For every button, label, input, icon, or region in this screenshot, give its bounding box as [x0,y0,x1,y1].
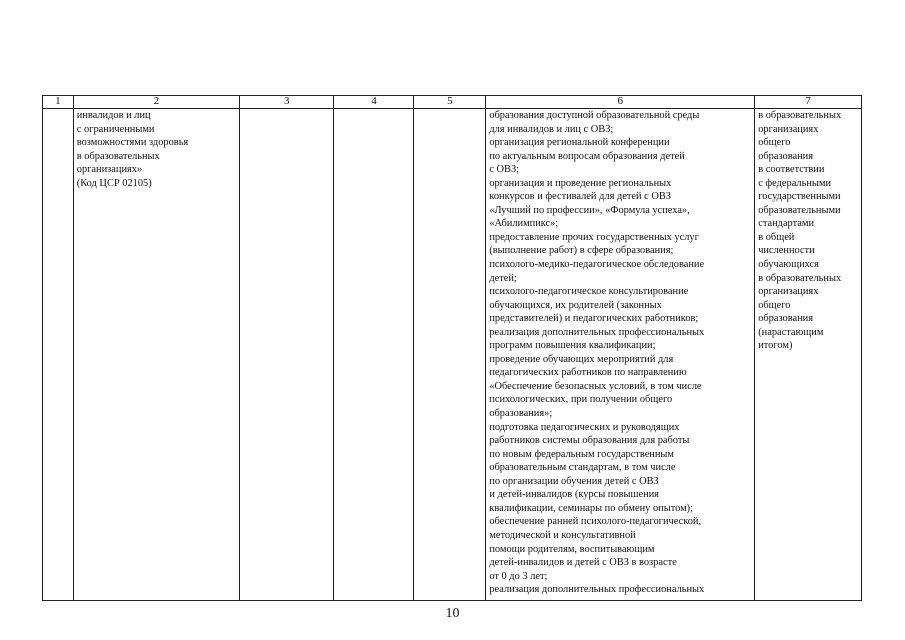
text-line: детей-инвалидов и детей с ОВЗ в возрасте [489,557,677,569]
text-line: реализация дополнительных профессиональных [489,326,705,338]
cell-col-2 [73,109,239,601]
text-line: организациях [758,286,819,298]
cell-col-4 [334,109,414,601]
header-col-3: 3 [240,96,334,109]
text-line: организация региональной конференции [489,137,670,149]
text-line: квалификации, семинары по обмену опытом); [489,502,694,514]
text-line: «Лучший по профессии», «Формула успеха», [489,204,690,216]
text-line: образовательным стандартам, в том числе [489,462,676,474]
text-line: «Абилимпикс»; [489,218,559,230]
table-row [43,109,862,601]
text-line: реализация дополнительных профессиональных [489,584,705,596]
text-line: организация и проведение региональных [489,177,672,189]
col7-text [755,109,861,353]
text-line: (выполнение работ) в сфере образования; [489,245,674,257]
text-line: и детей-инвалидов (курсы повышения [489,489,659,501]
text-line: в образовательных [758,110,842,121]
text-line: детей; [489,272,517,284]
text-line: программ повышения квалификации; [489,340,656,352]
text-line: представителей) и педагогических работников; [489,313,699,325]
header-col-2: 2 [73,96,239,109]
text-line: помощи родителям, воспитывающим [489,543,655,555]
text-line: обучающихся [758,259,819,271]
text-line: в соответствии [758,164,825,176]
text-line: психолого-педагогическое консультирование [489,286,689,298]
text-line: организациях» [76,164,143,176]
text-line: численности [758,245,815,257]
text-line: «Обеспечение безопасных условий, в том числе [489,380,702,392]
text-line: по организации обучения детей с ОВЗ [489,475,659,487]
text-line: по новым федеральным государственным [489,448,674,460]
text-line: педагогических работников по направлению [489,367,687,379]
cell-col-7 [755,109,862,601]
text-line: по актуальным вопросам образования детей [489,150,685,162]
text-line: образования доступной образовательной среды [489,110,700,121]
text-line: образования [758,313,814,325]
text-line: от 0 до 3 лет; [489,570,548,582]
text-line: образовательными [758,204,841,216]
text-line: в образовательных [76,150,160,162]
text-line: обучающихся, их родителей (законных [489,299,662,311]
header-col-5: 5 [414,96,486,109]
text-line: в общей [758,231,795,243]
cell-col-3 [240,109,334,601]
text-line: психолого-медико-педагогическое обследование [489,259,705,271]
text-line: для инвалидов и лиц с ОВЗ; [489,123,614,135]
page-number: 10 [445,606,460,621]
text-line: общего [758,137,791,149]
text-line: конкурсов и фестивалей для детей с ОВЗ [489,191,672,203]
col6-text [486,109,754,597]
text-line: образования [758,150,814,162]
col2-text [74,109,239,190]
text-line: государственными [758,191,841,203]
text-line: работников системы образования для работы [489,435,690,447]
text-line: возможностями здоровья [76,137,189,149]
header-row [43,96,862,109]
cell-col-5 [414,109,486,601]
text-line: проведение обучающих мероприятий для [489,353,674,365]
text-line: предоставление прочих государственных услуг [489,231,699,243]
header-col-4: 4 [334,96,414,109]
text-line: методической и консультативной [489,529,636,541]
cell-col-6 [486,109,755,601]
text-line: стандартами [758,218,815,230]
text-line: инвалидов и лиц [76,110,151,121]
text-line: (нарастающим [758,326,824,338]
text-line: с ОВЗ; [489,164,520,176]
text-line: психологических, при получении общего [489,394,673,406]
text-line: в образовательных [758,272,842,284]
text-line: образования»; [489,408,553,420]
text-line: обеспечение ранней психолого-педагогической, [489,516,702,528]
document-table [42,95,862,601]
text-line: организациях [758,123,819,135]
text-line: подготовка педагогических и руководящих [489,421,680,433]
text-line: (Код ЦСР 02105) [76,177,152,189]
text-line: с ограниченными [76,123,155,135]
header-col-1: 1 [43,96,74,109]
cell-col-1 [43,109,74,601]
text-line: итогом) [758,340,793,352]
text-line: общего [758,299,791,311]
header-col-7: 7 [755,96,862,109]
header-col-6: 6 [486,96,755,109]
text-line: с федеральными [758,177,832,189]
